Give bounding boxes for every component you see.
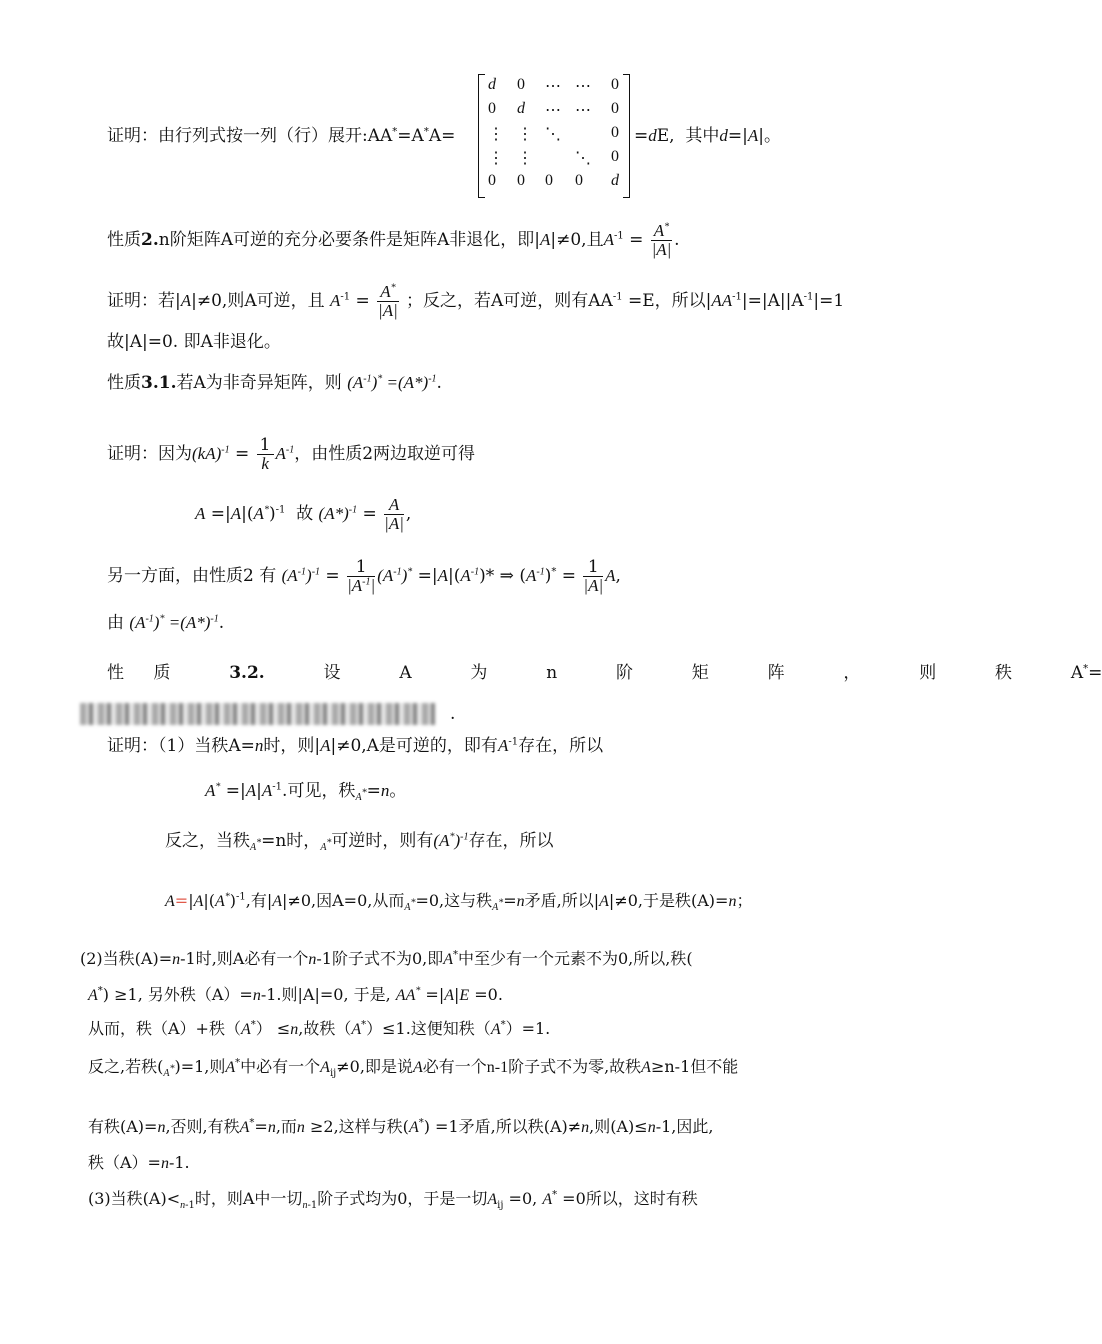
- case-1-line-1: 证明：（1）当秩A=n时，则|A|≠0,A是可逆的，即有$A^{-1}$存在，所以: [107, 736, 604, 756]
- case-2-line-1: (2)当秩(A)=n-1时,则A必有一个n-1阶子式不为0,即A*中至少有一个元素不为0,所以,秩(: [80, 949, 693, 968]
- property-2-proof: 证明：若|A|≠0,则A可逆，且 $A^{-1}$ = $\frac{A^*}{|A|}$ ；反之，若A可逆，则有$AA^{-1} =E$，所以$|AA^{-1}|=|A||A^{-1}|=1$: [107, 282, 845, 320]
- matrix-cell: 0: [517, 76, 525, 93]
- case-1-line-2: $A^* =|A|A^{-1}$.可见，秩$_{A^*}$=n。: [205, 781, 407, 804]
- matrix-cell: 0: [488, 172, 496, 189]
- matrix-cell: 0: [575, 172, 583, 189]
- case-2-line-4: 反之,若秩$(_{A^*})=1$,则A*中必有一个$A_{ij}\ne 0$,即是说A必有一个n-1阶子式不为零,故秩A≥n-1但不能: [88, 1057, 739, 1080]
- property-3-2: 性 质 3.2. 设 A 为 n 阶 矩 阵 ， 则 秩 A*=: [107, 663, 1102, 683]
- matrix-cell: ⋮: [517, 126, 533, 143]
- matrix-cell: 0: [611, 100, 619, 117]
- matrix-cell: d: [611, 172, 619, 189]
- matrix-cell: ⋮: [488, 126, 504, 143]
- matrix-cell: ⋱: [575, 150, 591, 167]
- case-1-line-4: $A=|A|(A^*)^{-1}$,有|A|≠0,因A=0,从而$_{A^*}$=0,这与秩$_{A^*}$=n矛盾,所以|A|≠0,于是秩(A)=n；: [165, 891, 753, 914]
- case-2-line-3: 从而，秩（A）+秩（A*） ≤n,故秩（A*）≤1.这便知秩（A*）=1.: [88, 1019, 551, 1038]
- matrix-cell: ⋯: [575, 102, 591, 119]
- property-2-proof-end: 故|A|=0. 即A非退化。: [107, 332, 281, 352]
- obscured-formula: [80, 703, 435, 725]
- determinant-matrix: [478, 74, 630, 198]
- property-2: 性质2.n阶矩阵A可逆的充分必要条件是矩阵A非退化，即|A|≠0,且$A^{-1}$ = $\frac{A^*}{|A|}$ .: [107, 221, 680, 259]
- property-3-1: 性质3.1.若A为非奇异矩阵，则 $(A^{-1})^* =(A*)^{-1}$.: [107, 373, 442, 393]
- case-2-line-2: A*) ≥1, 另外秩（A）=n-1.则|A|=0, 于是, AA* =|A|E =0.: [88, 985, 503, 1004]
- case-2-line-5: 有秩(A)=n,否则,有秩A*=n,而n ≥2,这样与秩(A*) =1矛盾,所以秩(A)≠n,则(A)≤n-1,因此,: [88, 1117, 714, 1136]
- matrix-cell: 0: [611, 76, 619, 93]
- matrix-cell: ⋮: [517, 150, 533, 167]
- case-3-line-1: (3)当秩$(A)<_{n-1}$时，则A中一切$_{n-1}$阶子式均为0，于是一切$A_{ij} =0$, A* =0所以，这时有秩: [88, 1189, 698, 1212]
- case-1-line-3: 反之，当秩$_{A^*}$=n时，$_{A^*}$可逆时，则有$(A^*)^{-1}$存在，所以: [165, 831, 554, 854]
- matrix-cell: ⋯: [575, 78, 591, 95]
- matrix-cell: 0: [545, 172, 553, 189]
- matrix-cell: 0: [488, 100, 496, 117]
- matrix-cell: ⋱: [545, 126, 561, 143]
- matrix-cell: d: [517, 100, 525, 117]
- proof-line-1-result: =dE, 其中d=|A|。: [634, 126, 781, 146]
- period: .: [450, 704, 456, 724]
- matrix-cell: ⋯: [545, 78, 561, 95]
- proof-line-1: 证明：由行列式按一列（行）展开:AA*=A*A=: [107, 126, 456, 146]
- matrix-cell: 0: [611, 148, 619, 165]
- matrix-cell: 0: [517, 172, 525, 189]
- matrix-cell: ⋮: [488, 150, 504, 167]
- property-3-1-proof: 证明：因为(kA)$^{-1}$ = $\frac{1}{k}$ $A^{-1}$，由性质2两边取逆可得: [107, 435, 476, 473]
- matrix-cell: d: [488, 76, 496, 93]
- matrix-cell: 0: [611, 124, 619, 141]
- case-2-line-6: 秩（A）=n-1.: [88, 1153, 190, 1172]
- property-3-1-equation: $A =|A|(A^*)^{-1}$ 故 $(A*)^{-1}$ = $\frac{A}{|A|}$ ,: [195, 495, 412, 533]
- property-3-1-other: 另一方面，由性质2 有 $(A^{-1})^{-1}$ = $\frac{1}{|A^{-1}|}$ $(A^{-1})^* =|A|(A^{-1})*$ ⇒ $(A^{-1})^*$ = $\frac{1}{|A|}$ A,: [107, 557, 621, 595]
- property-3-1-conclusion: 由 $(A^{-1})^* =(A*)^{-1}$.: [107, 613, 225, 633]
- matrix-cell: ⋯: [545, 102, 561, 119]
